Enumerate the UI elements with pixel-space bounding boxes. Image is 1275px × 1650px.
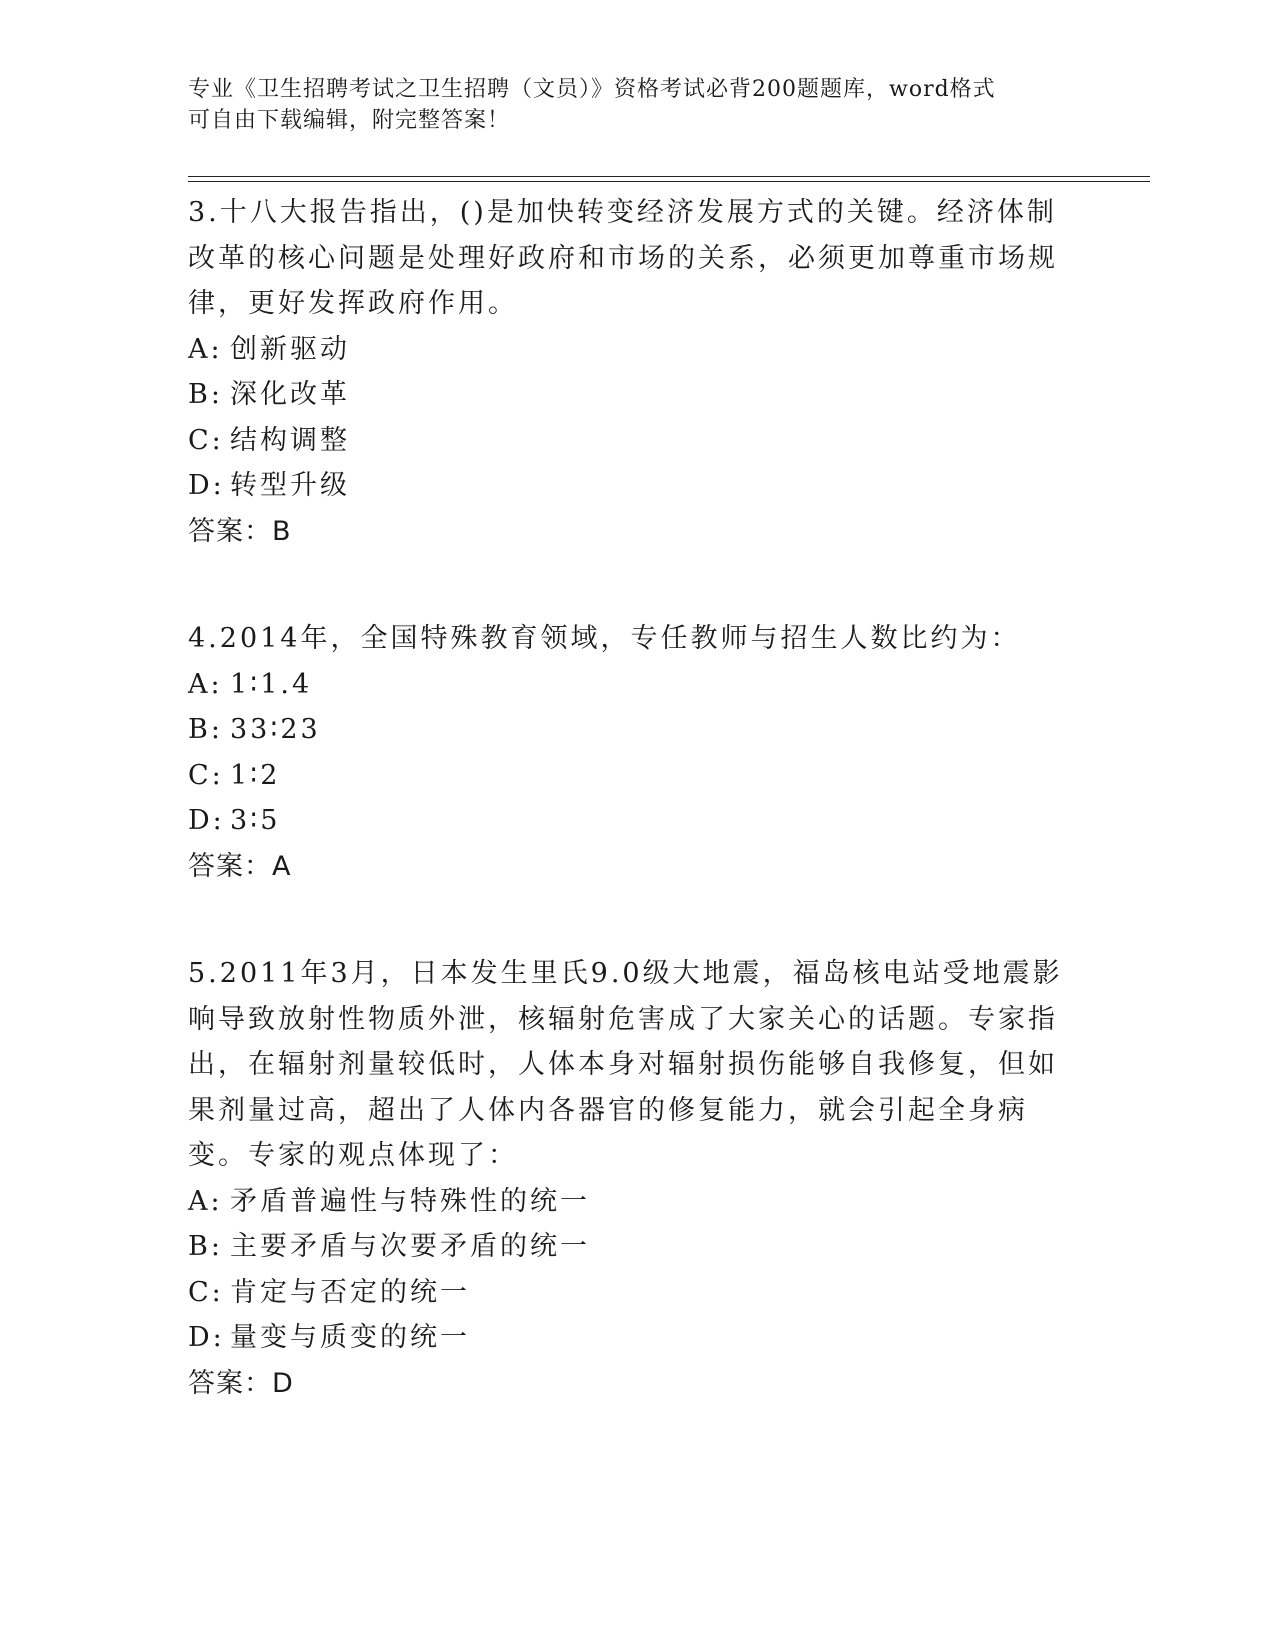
document-header	[188, 74, 1068, 136]
option-b	[188, 372, 1068, 418]
header-divider	[188, 176, 1150, 182]
option-a	[188, 1179, 1068, 1225]
option-label: D:	[188, 805, 225, 836]
option-label: B:	[188, 714, 223, 745]
question-item	[188, 616, 1068, 889]
option-d	[188, 798, 1068, 844]
option-label: C:	[188, 1276, 224, 1308]
option-text: 矛盾普遍性与特殊性的统一	[230, 1185, 590, 1217]
option-c	[188, 418, 1068, 464]
option-text: 结构调整	[230, 424, 350, 456]
option-c	[188, 1270, 1068, 1316]
option-label: D:	[188, 1322, 225, 1353]
option-d	[188, 463, 1068, 509]
answer-line: 答案：D	[188, 1367, 294, 1399]
answer-line: 答案：A	[188, 850, 292, 882]
option-label: B:	[188, 1231, 223, 1262]
option-text: 33∶23	[230, 714, 321, 745]
option-text: 转型升级	[230, 470, 350, 501]
question-item	[188, 951, 1068, 1406]
option-text: 肯定与否定的统一	[230, 1276, 470, 1308]
option-d	[188, 1315, 1068, 1361]
option-text: 创新驱动	[230, 333, 350, 365]
option-text: 3∶5	[230, 805, 281, 836]
option-b	[188, 1224, 1068, 1270]
answer-line: 答案：B	[188, 515, 292, 547]
option-label: A:	[188, 668, 223, 700]
option-a	[188, 327, 1068, 373]
option-label: A:	[188, 333, 223, 365]
header-title-line-2: 可自由下载编辑，附完整答案！	[188, 108, 511, 133]
option-b	[188, 707, 1068, 753]
option-text: 主要矛盾与次要矛盾的统一	[230, 1231, 590, 1262]
option-label: D:	[188, 470, 225, 501]
option-text: 深化改革	[230, 379, 350, 410]
question-text: 3.十八大报告指出，()是加快转变经济发展方式的关键。经济体制改革的核心问题是处理好政府和市场的关系，必须更加尊重市场规律，更好发挥政府作用。	[188, 197, 1058, 319]
option-text: 1∶1.4	[230, 668, 313, 700]
option-text: 1∶2	[230, 759, 281, 791]
option-c	[188, 753, 1068, 799]
header-title-line-1: 专业《卫生招聘考试之卫生招聘（文员）》资格考试必背200题题库，word格式	[188, 77, 996, 102]
question-text: 5.2011年3月，日本发生里氏9.0级大地震，福岛核电站受地震影响导致放射性物质外泄，核辐射危害成了大家关心的话题。专家指出，在辐射剂量较低时，人体本身对辐射损伤能够自我修复，但如果剂量过高，超出了人体内各器官的修复能力，就会引起全身病变。专家的观点体现了：	[188, 958, 1063, 1171]
option-label: A:	[188, 1185, 223, 1217]
option-label: C:	[188, 759, 224, 791]
question-text: 4.2014年，全国特殊教育领域，专任教师与招生人数比约为：	[188, 623, 1021, 654]
option-a	[188, 662, 1068, 708]
option-text: 量变与质变的统一	[230, 1322, 470, 1353]
questions-list	[188, 190, 1068, 1468]
question-item	[188, 190, 1068, 554]
option-label: B:	[188, 379, 223, 410]
option-label: C:	[188, 424, 224, 456]
